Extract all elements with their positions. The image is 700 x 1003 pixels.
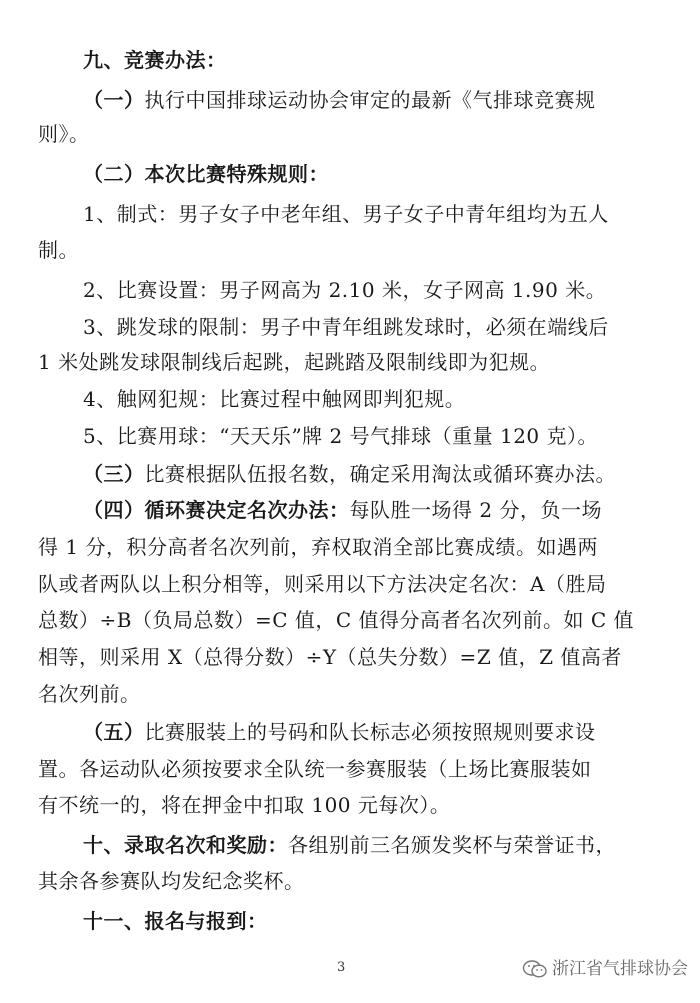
bold-text: （三） (83, 462, 145, 486)
text-line: 置。各运动队必须按要求全队统一参赛服装（上场比赛服装如 (38, 757, 592, 781)
text-line: 九、竞赛办法： (83, 48, 227, 72)
wechat-icon (522, 959, 548, 979)
text-line: 其余各参赛队均发纪念奖杯。 (38, 869, 305, 893)
text-line: 则》。 (38, 122, 90, 146)
text-line: 相等，则采用 X（总得分数）÷Y（总失分数）=Z 值，Z 值高者 (38, 645, 622, 669)
text-line: 总数）÷B（负局总数）=C 值，C 值得分高者名次列前。如 C 值 (38, 608, 635, 632)
text-line: 得 1 分，积分高者名次列前，弃权取消全部比赛成绩。如遇两 (38, 535, 598, 559)
bold-text: （一） (83, 88, 145, 112)
watermark-text: 浙江省气排球协会 (552, 959, 688, 979)
text-line (83, 86, 700, 114)
text-line: 名次列前。 (38, 682, 141, 706)
text-run: 比赛根据队伍报名数，确定采用淘汰或循环赛办法。 (144, 462, 616, 486)
text-line: 1 米处跳发球限制线后起跳，起跳踏及限制线即为犯规。 (38, 350, 551, 374)
text-line (83, 460, 700, 488)
text-line: 3、跳发球的限制：男子中青年组跳发球时，必须在端线后 (83, 315, 609, 339)
text-line: （二）本次比赛特殊规则： (83, 162, 329, 186)
text-line: 4、触网犯规：比赛过程中触网即判犯规。 (83, 387, 466, 411)
text-line: 队或者两队以上积分相等，则采用以下方法决定名次：A（胜局 (38, 572, 607, 596)
text-line (83, 831, 700, 859)
text-line: 制。 (38, 238, 79, 262)
text-line: 十一、报名与报到： (83, 909, 268, 933)
bold-text: （五） (83, 720, 145, 744)
text-line (83, 718, 700, 746)
text-line: 有不统一的，将在押金中扣取 100 元每次）。 (38, 793, 451, 817)
text-run: 每队胜一场得 2 分，负一场 (349, 498, 602, 522)
text-line (83, 496, 700, 524)
wechat-watermark (522, 958, 688, 980)
text-run: 比赛服装上的号码和队长标志必须按照规则要求设 (144, 720, 596, 744)
text-line: 1、制式：男子女子中老年组、男子女子中青年组均为五人 (83, 202, 609, 226)
text-run: 各组别前三名颁发奖杯与荣誉证书， (288, 833, 616, 857)
text-line: 5、比赛用球：“天天乐”牌 2 号气排球（重量 120 克）。 (83, 424, 599, 448)
bold-text: 十、录取名次和奖励： (83, 833, 288, 857)
page-number: 3 (337, 960, 346, 975)
bold-text: （四）循环赛决定名次办法： (83, 498, 350, 522)
text-line: 2、比赛设置：男子网高为 2.10 米，女子网高 1.90 米。 (83, 278, 607, 302)
text-run: 执行中国排球运动协会审定的最新《气排球竞赛规 (144, 88, 596, 112)
